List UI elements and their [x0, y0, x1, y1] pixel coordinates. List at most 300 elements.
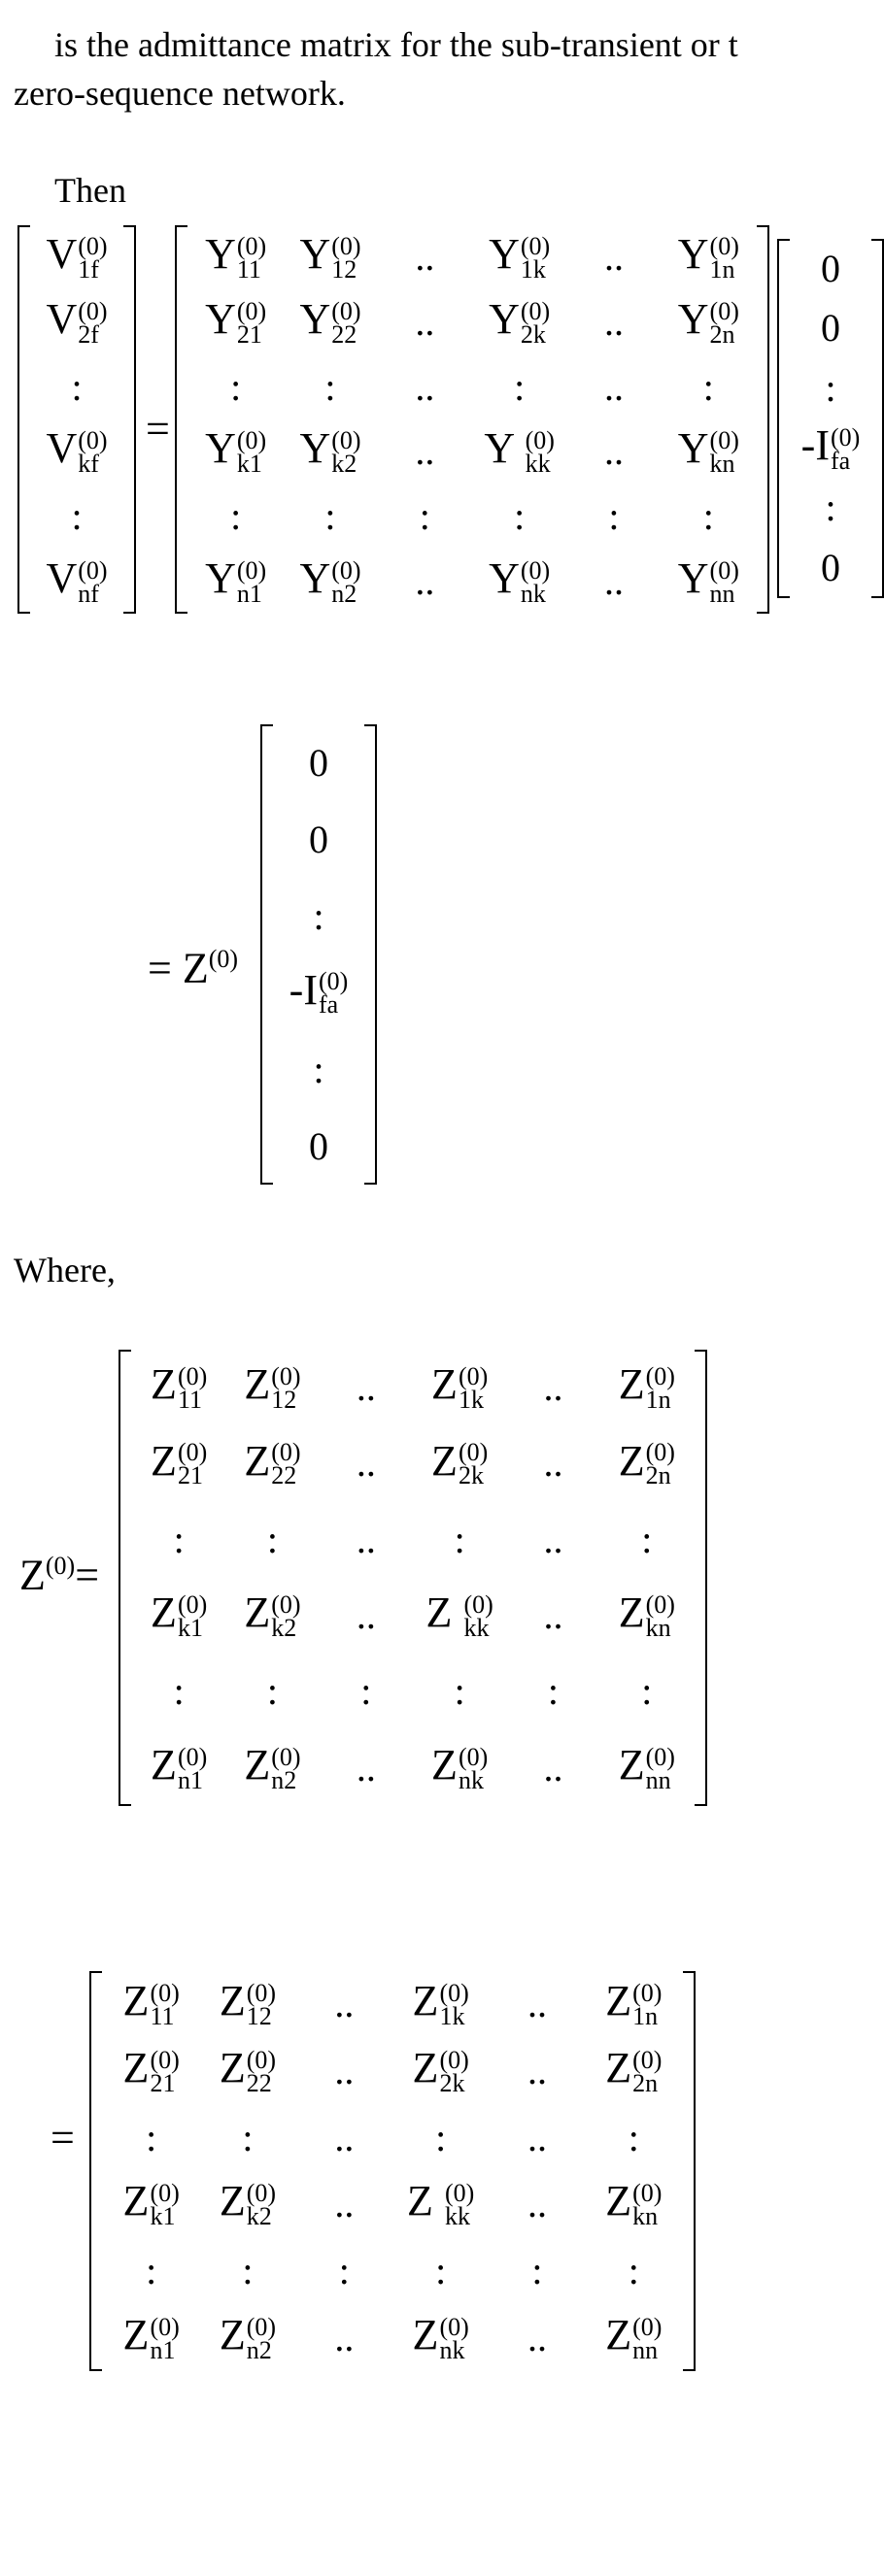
cell-subscript: nn	[645, 1765, 671, 1794]
cell-symbol: :	[230, 364, 242, 409]
cell-symbol: Y	[205, 295, 236, 344]
cell-symbol: :	[514, 364, 526, 409]
cell-superscript: (0)	[177, 1590, 208, 1620]
cell-indices	[525, 426, 555, 479]
cell-subscript: k2	[331, 450, 357, 479]
cell-subscript: 11	[150, 2002, 175, 2031]
matrix-cell	[605, 2044, 663, 2097]
cell-symbol: :	[71, 364, 83, 409]
z0-lhs-symbol: Z	[19, 1551, 46, 1599]
cell-symbol: :	[146, 2248, 157, 2292]
cell-symbol: 0	[821, 306, 840, 351]
matrix-cell	[419, 493, 430, 538]
cell-symbol: ..	[603, 429, 624, 474]
cell-symbol: ..	[334, 2315, 355, 2359]
matrix-cell	[299, 295, 361, 349]
matrix-cell	[146, 2115, 157, 2159]
cell-symbol: :	[242, 2248, 254, 2292]
cell-indices	[236, 232, 267, 284]
cell-superscript: (0)	[439, 2312, 469, 2341]
cell-indices	[236, 555, 267, 608]
cell-subscript: kn	[709, 450, 735, 479]
cell-superscript: (0)	[271, 1742, 301, 1771]
then-label: Then	[54, 171, 126, 210]
cell-subscript: kk	[463, 1614, 490, 1643]
cell-indices	[318, 967, 349, 1020]
matrix-cell	[412, 2310, 469, 2364]
cell-symbol: Z	[412, 2310, 439, 2359]
cell-subscript: nk	[458, 1765, 484, 1794]
matrix-cell	[356, 1745, 376, 1790]
cell-symbol: :	[628, 2248, 639, 2292]
cell-superscript: (0)	[78, 426, 108, 455]
cell-superscript: (0)	[830, 422, 861, 452]
cell-symbol: :	[608, 493, 620, 538]
matrix-cell	[324, 364, 336, 409]
cell-indices	[632, 1979, 663, 2031]
cell-superscript: (0)	[78, 555, 108, 585]
matrix-cell	[46, 230, 108, 284]
cell-subscript: kk	[444, 2202, 470, 2231]
cell-indices	[271, 1742, 301, 1794]
cell-symbol: Y	[484, 424, 525, 473]
cell-symbol: Z	[219, 2044, 246, 2092]
cell-subscript: nk	[520, 579, 546, 608]
cell-symbol: ..	[356, 1593, 376, 1638]
cell-symbol: Z	[431, 1360, 458, 1409]
cell-indices	[150, 2179, 180, 2231]
cell-superscript: (0)	[709, 296, 739, 325]
cell-indices	[463, 1590, 493, 1643]
cell-indices	[246, 2179, 277, 2231]
cell-symbol: -I	[289, 965, 318, 1014]
cell-symbol: :	[313, 1047, 324, 1091]
matrix-cell	[309, 817, 328, 861]
matrix-cell	[514, 364, 526, 409]
cell-symbol: ..	[334, 1982, 355, 2026]
matrix-cell	[603, 364, 624, 409]
matrix-cell	[618, 1360, 675, 1415]
matrix-cell	[454, 1517, 465, 1561]
cell-subscript: 22	[271, 1461, 297, 1490]
cell-indices	[632, 2179, 663, 2231]
matrix-cell	[618, 1589, 675, 1643]
cell-superscript: (0)	[271, 1590, 301, 1620]
matrix-cell	[46, 295, 108, 349]
cell-symbol: :	[360, 1669, 372, 1714]
cell-subscript: 11	[177, 1386, 202, 1415]
cell-symbol: Z	[412, 1977, 439, 2025]
cell-superscript: (0)	[632, 2312, 663, 2341]
matrix-cell	[415, 558, 435, 603]
matrix-cell	[334, 2115, 355, 2159]
cell-subscript: 2f	[78, 319, 99, 349]
matrix-cell	[151, 1589, 208, 1643]
cell-symbol: Z	[618, 1740, 645, 1789]
cell-indices	[150, 2312, 180, 2364]
matrix-cell	[431, 1360, 489, 1415]
cell-symbol: Z	[122, 2310, 150, 2359]
matrix-cell	[527, 2048, 547, 2092]
cell-indices	[331, 296, 361, 349]
cell-indices	[177, 1362, 208, 1415]
cell-subscript: n2	[271, 1765, 297, 1794]
matrix-cell	[313, 893, 324, 938]
cell-symbol: ..	[527, 2048, 547, 2092]
cell-subscript: nn	[632, 2335, 659, 2364]
cell-symbol: :	[547, 1669, 560, 1714]
cell-symbol: ..	[527, 2315, 547, 2359]
cell-symbol: ..	[415, 558, 435, 603]
matrix-cell	[407, 2177, 475, 2231]
cell-indices	[246, 2045, 277, 2097]
cell-subscript: kf	[78, 450, 99, 479]
cell-symbol: V	[46, 424, 78, 473]
cell-symbol: ..	[356, 1745, 376, 1790]
matrix-cell	[603, 558, 624, 603]
cell-symbol: Y	[299, 424, 331, 473]
cell-superscript: (0)	[271, 1438, 301, 1467]
cell-symbol: Z	[244, 1740, 271, 1789]
cell-superscript: (0)	[246, 1979, 277, 2008]
cell-symbol: Z	[605, 2177, 632, 2225]
cell-superscript: (0)	[236, 296, 267, 325]
cell-symbol: ..	[415, 429, 435, 474]
cell-superscript: (0)	[150, 2045, 180, 2074]
cell-superscript: (0)	[645, 1362, 675, 1391]
current-vector	[260, 724, 377, 1185]
matrix-cell	[309, 1123, 328, 1168]
cell-indices	[632, 2312, 663, 2364]
matrix-cell	[547, 1669, 560, 1714]
matrix-cell	[334, 2048, 355, 2092]
matrix-cell	[299, 553, 361, 608]
matrix-cell	[244, 1589, 301, 1643]
cell-superscript: (0)	[463, 1590, 493, 1620]
cell-subscript: kk	[525, 450, 551, 479]
matrix-cell	[71, 493, 83, 538]
matrix-cell	[605, 2177, 663, 2231]
matrix-cell	[527, 2115, 547, 2159]
impedance-matrix	[119, 1350, 707, 1806]
cell-symbol: Y	[299, 295, 331, 344]
cell-indices	[830, 422, 861, 475]
z0-lhs-equals: =	[75, 1551, 100, 1599]
matrix-cell	[309, 740, 328, 785]
cell-superscript: (0)	[78, 296, 108, 325]
cell-superscript: (0)	[331, 296, 361, 325]
matrix-cell	[415, 235, 435, 280]
cell-symbol: :	[514, 493, 526, 538]
cell-superscript: (0)	[236, 555, 267, 585]
cell-superscript: (0)	[331, 232, 361, 261]
cell-subscript: 2k	[439, 2068, 465, 2097]
cell-symbol: Z	[244, 1589, 271, 1637]
cell-symbol: ..	[603, 364, 624, 409]
current-vector-partial	[777, 239, 884, 598]
cell-subscript: 21	[150, 2068, 176, 2097]
cell-symbol: Y	[299, 553, 331, 602]
cell-indices	[439, 2312, 469, 2364]
matrix-cell	[313, 1047, 324, 1091]
cell-symbol: :	[266, 1517, 279, 1561]
cell-symbol: Z	[219, 2310, 246, 2359]
cell-subscript: kn	[645, 1614, 671, 1643]
matrix-cell	[484, 424, 555, 479]
cell-indices	[458, 1742, 489, 1794]
matrix-cell	[800, 420, 861, 475]
cell-symbol: ..	[527, 1982, 547, 2026]
cell-indices	[520, 296, 551, 349]
cell-superscript: (0)	[632, 2045, 663, 2074]
cell-subscript: k1	[236, 450, 262, 479]
cell-subscript: n1	[150, 2335, 176, 2364]
matrix-cell	[146, 2248, 157, 2292]
cell-subscript: nk	[439, 2335, 465, 2364]
cell-superscript: (0)	[520, 232, 551, 261]
matrix-cell	[641, 1669, 653, 1714]
cell-subscript: k1	[177, 1614, 203, 1643]
matrix-cell	[205, 295, 267, 349]
cell-symbol: ..	[356, 1517, 376, 1561]
matrix-cell	[608, 493, 620, 538]
matrix-cell	[821, 546, 840, 590]
matrix-cell	[412, 2044, 469, 2097]
cell-symbol: ..	[415, 299, 435, 344]
matrix-cell	[677, 424, 739, 479]
cell-symbol: :	[173, 1669, 185, 1714]
matrix-cell	[244, 1436, 301, 1490]
cell-symbol: Z	[244, 1436, 271, 1485]
cell-symbol: Y	[205, 424, 236, 473]
cell-indices	[78, 296, 108, 349]
matrix-cell	[151, 1436, 208, 1490]
matrix-cell	[603, 429, 624, 474]
cell-symbol: Z	[151, 1360, 177, 1409]
cell-symbol: Z	[412, 2044, 439, 2092]
cell-symbol: :	[454, 1669, 465, 1714]
cell-symbol: 0	[309, 817, 328, 861]
cell-subscript: fa	[318, 990, 339, 1020]
matrix-cell	[244, 1740, 301, 1794]
cell-symbol: Z	[151, 1589, 177, 1637]
cell-indices	[645, 1438, 675, 1490]
cell-symbol: Z	[425, 1589, 463, 1637]
cell-subscript: n2	[331, 579, 357, 608]
cell-indices	[177, 1438, 208, 1490]
cell-superscript: (0)	[458, 1362, 489, 1391]
matrix-cell	[356, 1593, 376, 1638]
cell-subscript: 1f	[78, 255, 99, 284]
matrix-cell	[324, 493, 336, 538]
matrix-cell	[603, 235, 624, 280]
matrix-cell	[702, 364, 714, 409]
matrix-cell	[825, 366, 836, 411]
cell-indices	[709, 296, 739, 349]
cell-subscript: nn	[709, 579, 735, 608]
admittance-matrix	[175, 225, 769, 614]
cell-symbol: Z	[605, 2310, 632, 2359]
cell-indices	[645, 1590, 675, 1643]
cell-indices	[520, 555, 551, 608]
cell-indices	[236, 426, 267, 479]
cell-indices	[645, 1742, 675, 1794]
matrix-cell	[677, 230, 739, 284]
cell-indices	[439, 2045, 469, 2097]
matrix-cell	[435, 2115, 447, 2159]
cell-symbol: Z	[151, 1436, 177, 1485]
cell-symbol: ..	[527, 2115, 547, 2159]
cell-symbol: Z	[219, 1977, 246, 2025]
matrix-cell	[628, 2248, 639, 2292]
matrix-cell	[425, 1589, 493, 1643]
matrix-cell	[531, 2248, 543, 2292]
cell-symbol: ..	[334, 2048, 355, 2092]
equals-z0	[148, 944, 239, 992]
cell-symbol: Y	[205, 553, 236, 602]
cell-symbol: Y	[677, 553, 709, 602]
cell-indices	[709, 426, 739, 479]
cell-subscript: k1	[150, 2202, 176, 2231]
matrix-cell	[266, 1669, 279, 1714]
cell-symbol: V	[46, 295, 78, 344]
cell-symbol: :	[313, 893, 324, 938]
cell-subscript: 2n	[645, 1461, 671, 1490]
matrix-cell	[299, 424, 361, 479]
cell-superscript: (0)	[246, 2179, 277, 2208]
matrix-cell	[205, 230, 267, 284]
matrix-cell	[230, 364, 242, 409]
cell-symbol: Z	[605, 2044, 632, 2092]
cell-indices	[246, 1979, 277, 2031]
matrix-cell	[605, 2310, 663, 2364]
matrix-cell	[825, 485, 836, 530]
matrix-cell	[219, 1977, 277, 2031]
matrix-cell	[527, 1982, 547, 2026]
matrix-cell	[415, 299, 435, 344]
matrix-cell	[205, 424, 267, 479]
matrix-cell	[173, 1517, 185, 1561]
matrix-cell	[543, 1365, 563, 1410]
cell-symbol: Z	[618, 1589, 645, 1637]
cell-symbol: Z	[407, 2177, 444, 2225]
cell-subscript: 1n	[709, 255, 735, 284]
cell-symbol: Y	[205, 230, 236, 279]
cell-symbol: Y	[489, 230, 520, 279]
matrix-cell	[219, 2310, 277, 2364]
cell-symbol: Y	[677, 424, 709, 473]
cell-symbol: Z	[431, 1740, 458, 1789]
cell-superscript: (0)	[709, 426, 739, 455]
cell-superscript: (0)	[150, 2312, 180, 2341]
cell-superscript: (0)	[331, 426, 361, 455]
cell-superscript: (0)	[318, 967, 349, 996]
cell-indices	[632, 2045, 663, 2097]
cell-symbol: Z	[618, 1436, 645, 1485]
cell-subscript: 1n	[632, 2002, 659, 2031]
cell-symbol: 0	[821, 246, 840, 290]
cell-subscript: 12	[331, 255, 357, 284]
cell-subscript: k2	[271, 1614, 297, 1643]
cell-symbol: :	[702, 493, 714, 538]
cell-symbol: Z	[122, 1977, 150, 2025]
matrix-cell	[173, 1669, 185, 1714]
cell-superscript: (0)	[78, 232, 108, 261]
cell-indices	[150, 2045, 180, 2097]
cell-symbol: Y	[489, 295, 520, 344]
cell-indices	[439, 1979, 469, 2031]
cell-indices	[177, 1590, 208, 1643]
cell-symbol: :	[825, 485, 836, 530]
matrix-cell	[415, 364, 435, 409]
cell-symbol: :	[454, 1517, 465, 1561]
matrix-cell	[415, 429, 435, 474]
matrix-cell	[618, 1436, 675, 1490]
cell-symbol: :	[641, 1669, 653, 1714]
matrix-cell	[266, 1517, 279, 1561]
cell-indices	[709, 555, 739, 608]
matrix-cell	[46, 424, 108, 479]
cell-symbol: :	[324, 364, 336, 409]
cell-superscript: (0)	[331, 555, 361, 585]
matrix-cell	[677, 553, 739, 608]
intro-line-1: is the admittance matrix for the sub-transient or t	[54, 25, 738, 64]
cell-indices	[246, 2312, 277, 2364]
cell-symbol: :	[71, 493, 83, 538]
matrix-cell	[603, 299, 624, 344]
cell-indices	[458, 1362, 489, 1415]
matrix-cell	[543, 1517, 563, 1561]
cell-subscript: 2k	[520, 319, 546, 349]
cell-indices	[78, 426, 108, 479]
cell-superscript: (0)	[246, 2045, 277, 2074]
matrix-cell	[431, 1436, 489, 1490]
cell-indices	[177, 1742, 208, 1794]
cell-superscript: (0)	[177, 1438, 208, 1467]
cell-indices	[271, 1362, 301, 1415]
cell-symbol: ..	[543, 1517, 563, 1561]
cell-symbol: ..	[527, 2182, 547, 2226]
cell-superscript: (0)	[645, 1742, 675, 1771]
cell-indices	[444, 2179, 475, 2231]
cell-symbol: :	[324, 493, 336, 538]
equals-z0-text: = Z	[148, 944, 209, 992]
cell-symbol: :	[419, 493, 430, 538]
matrix-cell	[543, 1745, 563, 1790]
cell-symbol: :	[628, 2115, 639, 2159]
matrix-cell	[677, 295, 739, 349]
cell-superscript: (0)	[177, 1362, 208, 1391]
cell-symbol: Z	[431, 1436, 458, 1485]
matrix-cell	[821, 246, 840, 290]
cell-symbol: Z	[219, 2177, 246, 2225]
cell-symbol: Y	[489, 553, 520, 602]
cell-indices	[236, 296, 267, 349]
matrix-cell	[702, 493, 714, 538]
cell-symbol: ..	[603, 558, 624, 603]
cell-symbol: 0	[309, 1123, 328, 1168]
matrix-cell	[489, 230, 551, 284]
matrix-cell	[543, 1593, 563, 1638]
cell-symbol: Y	[677, 295, 709, 344]
matrix-cell	[205, 553, 267, 608]
cell-indices	[271, 1590, 301, 1643]
matrix-cell	[122, 2310, 180, 2364]
cell-symbol: 0	[309, 740, 328, 785]
cell-indices	[458, 1438, 489, 1490]
cell-symbol: ..	[543, 1441, 563, 1486]
matrix-cell	[334, 2315, 355, 2359]
